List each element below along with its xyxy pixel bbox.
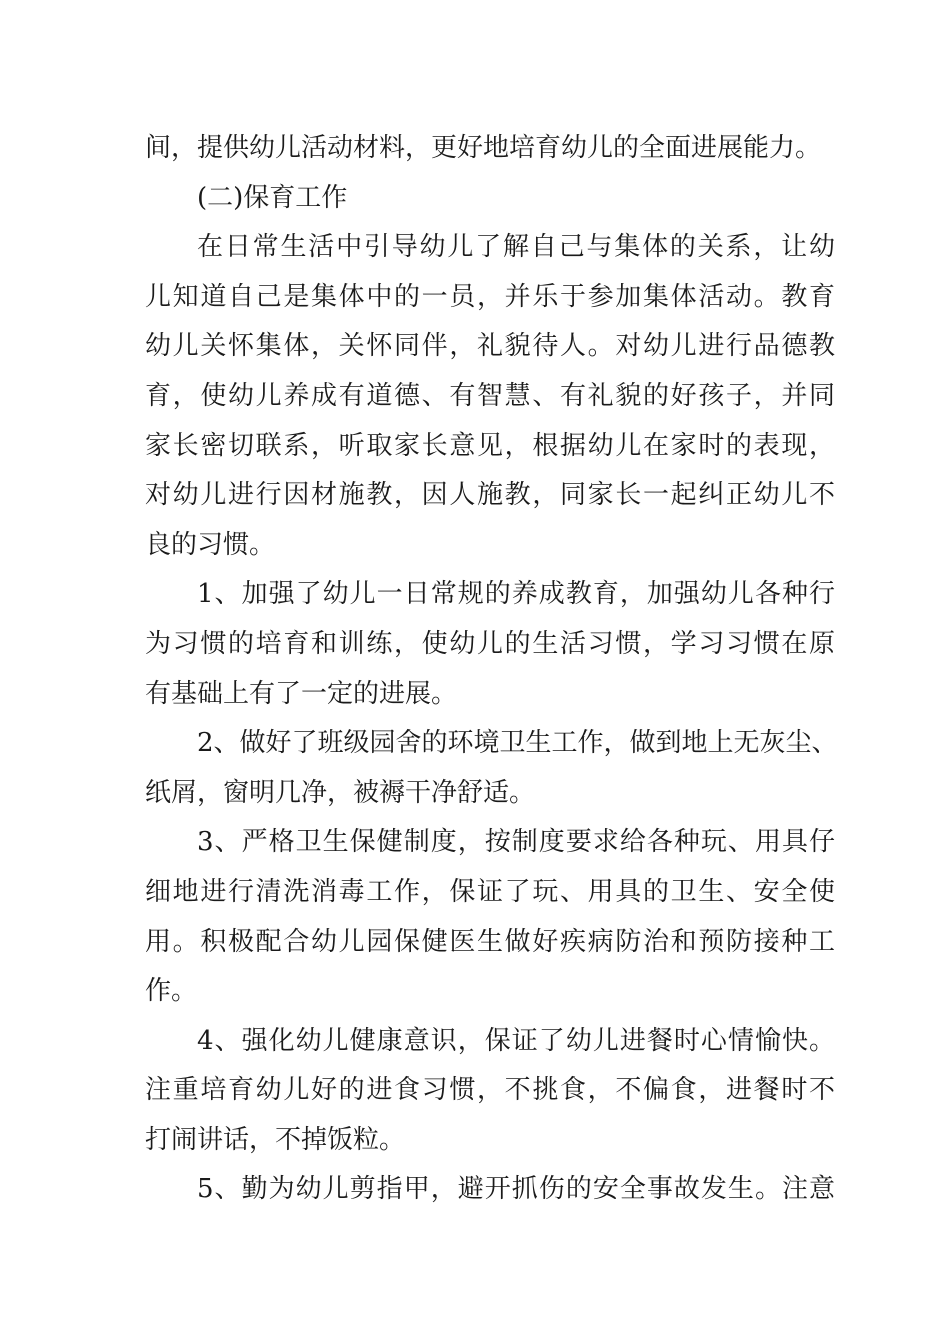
text-line: 良的习惯。: [145, 529, 276, 560]
text-line: 作。: [145, 976, 198, 1007]
text-line: 幼儿关怀集体，关怀同伴，礼貌待人。对幼儿进行品德教: [145, 331, 835, 362]
text-line: 儿知道自己是集体中的一员，并乐于参加集体活动。教育: [145, 281, 835, 312]
text-line: (二)保育工作: [197, 182, 348, 213]
text-line: 纸屑，窗明几净，被褥干净舒适。: [145, 777, 536, 808]
text-line: 打闹讲话，不掉饭粒。: [145, 1124, 406, 1155]
text-line: 细地进行清洗消毒工作，保证了玩、用具的卫生、安全使: [145, 876, 835, 907]
text-line: 3、严格卫生保健制度，按制度要求给各种玩、用具仔: [197, 827, 835, 858]
text-line: 在日常生活中引导幼儿了解自己与集体的关系，让幼: [197, 232, 835, 263]
text-line: 用。积极配合幼儿园保健医生做好疾病防治和预防接种工: [145, 926, 835, 957]
text-line: 育，使幼儿养成有道德、有智慧、有礼貌的好孩子，并同: [145, 380, 835, 411]
text-line: 有基础上有了一定的进展。: [145, 678, 458, 709]
document-body: [145, 124, 838, 1215]
text-line: 为习惯的培育和训练，使幼儿的生活习惯，学习习惯在原: [145, 628, 835, 659]
text-line: 5、勤为幼儿剪指甲，避开抓伤的安全事故发生。注意: [197, 1174, 835, 1205]
text-line: 对幼儿进行因材施教，因人施教，同家长一起纠正幼儿不: [145, 480, 835, 511]
text-line: 家长密切联系，听取家长意见，根据幼儿在家时的表现，: [145, 430, 835, 461]
text-line: 1、加强了幼儿一日常规的养成教育，加强幼儿各种行: [197, 579, 835, 610]
text-line: 注重培育幼儿好的进食习惯，不挑食，不偏食，进餐时不: [145, 1075, 835, 1106]
text-line: 2、做好了班级园舍的环境卫生工作，做到地上无灰尘、: [197, 728, 838, 759]
text-line: 4、强化幼儿健康意识，保证了幼儿进餐时心情愉快。: [197, 1025, 835, 1056]
text-line: 间，提供幼儿活动材料，更好地培育幼儿的全面进展能力。: [145, 133, 822, 163]
